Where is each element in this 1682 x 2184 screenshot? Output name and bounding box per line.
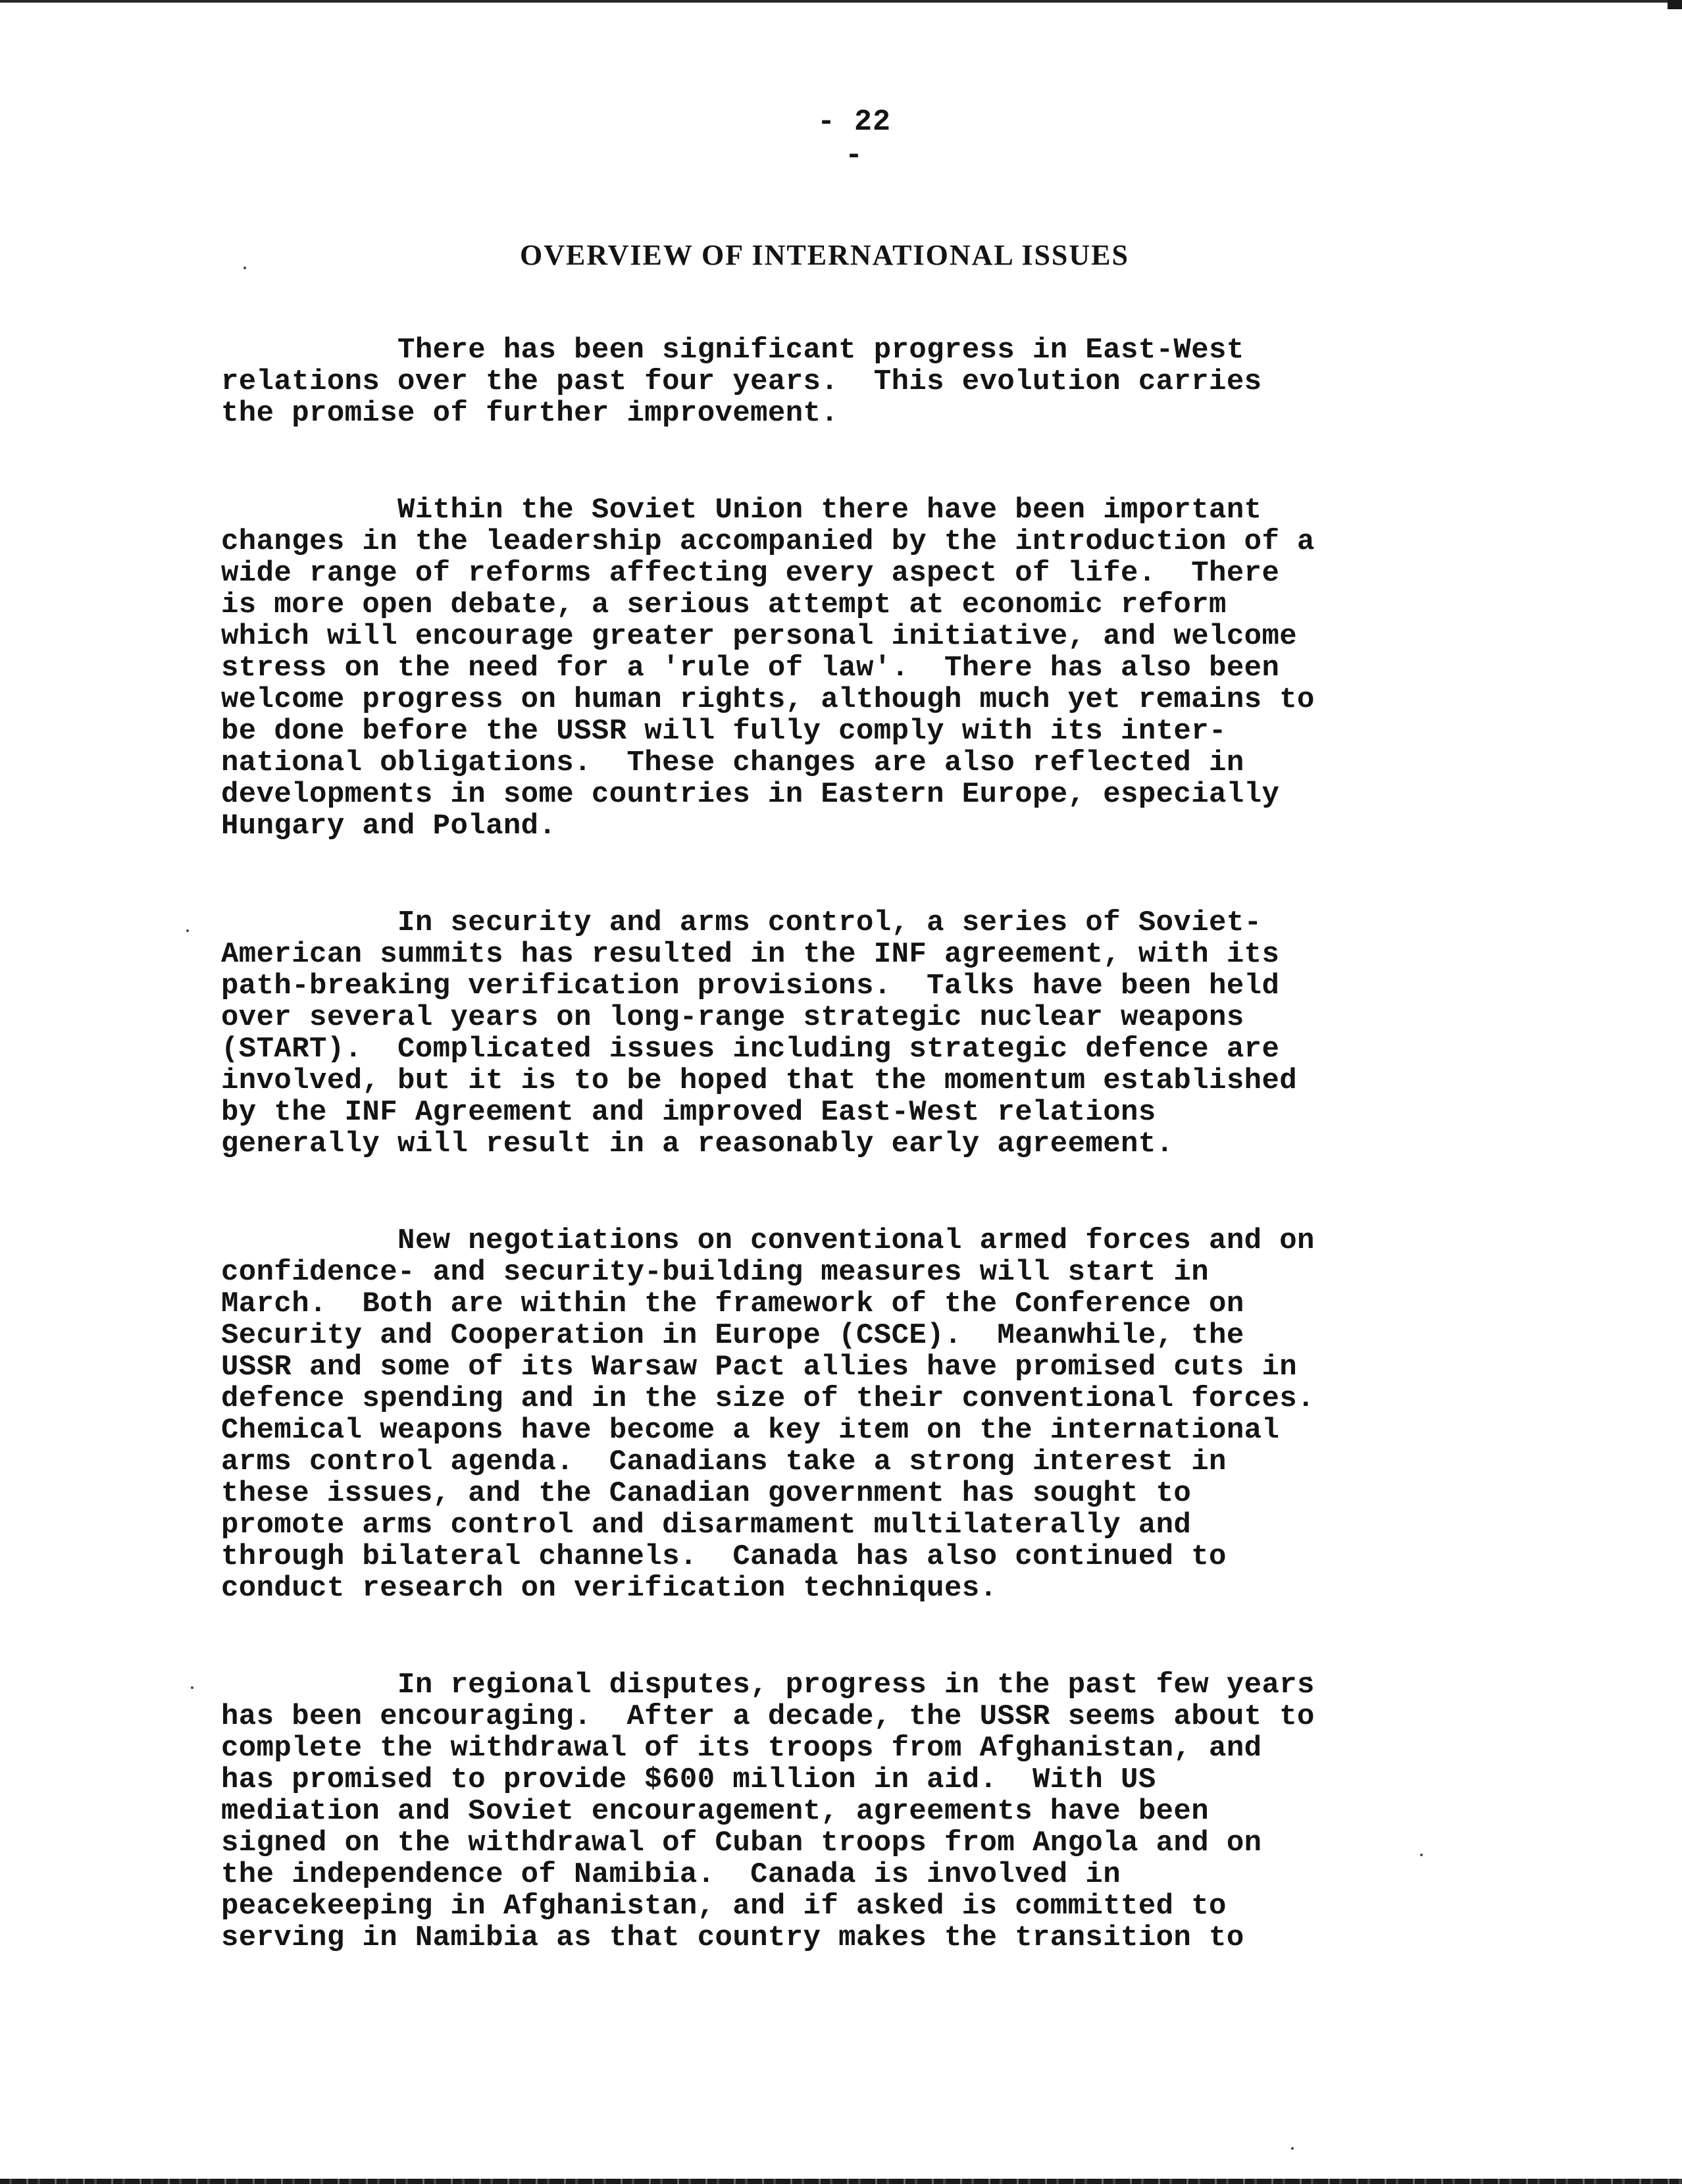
text-line: developments in some countries in Eastern Europe, especially xyxy=(221,778,1280,811)
text-line: signed on the withdrawal of Cuban troops from Angola and on xyxy=(221,1827,1262,1859)
text-line: changes in the leadership accompanied by the introduction of a xyxy=(221,525,1315,558)
text-line: welcome progress on human rights, although much yet remains to xyxy=(221,683,1315,716)
scan-border-top xyxy=(0,0,1682,3)
scan-speck xyxy=(243,267,246,269)
text-line: by the INF Agreement and improved East-West relations xyxy=(221,1096,1156,1129)
scan-speck xyxy=(186,929,189,932)
text-line: Security and Cooperation in Europe (CSCE). Meanwhile, the xyxy=(221,1319,1244,1352)
text-line: In regional disputes, progress in the past few years xyxy=(221,1669,1315,1702)
text-line: national obligations. These changes are also reflected in xyxy=(221,746,1244,779)
paragraph-regional-disputes xyxy=(221,1669,1437,1954)
text-line: defence spending and in the size of their conventional forces. xyxy=(221,1382,1315,1415)
text-line: Hungary and Poland. xyxy=(221,810,557,843)
document-body xyxy=(221,334,1437,2019)
text-line: Chemical weapons have become a key item on the international xyxy=(221,1414,1280,1447)
text-line: complete the withdrawal of its troops from Afghanistan, and xyxy=(221,1732,1262,1765)
text-line: There has been significant progress in East-West xyxy=(221,334,1244,367)
text-line: wide range of reforms affecting every aspect of life. There xyxy=(221,557,1280,590)
scan-border-bottom xyxy=(0,2179,1682,2184)
text-line: is more open debate, a serious attempt at economic reform xyxy=(221,588,1227,621)
text-line: which will encourage greater personal initiative, and welcome xyxy=(221,620,1298,653)
paragraph-soviet-reforms xyxy=(221,494,1437,842)
text-line: peacekeeping in Afghanistan, and if asked is committed to xyxy=(221,1890,1227,1923)
text-line: serving in Namibia as that country makes the transition to xyxy=(221,1921,1244,1954)
text-line: generally will result in a reasonably early agreement. xyxy=(221,1128,1174,1160)
scan-corner-mark xyxy=(1668,0,1682,9)
page-number: - 22 - xyxy=(817,105,892,172)
text-line: In security and arms control, a series of Soviet- xyxy=(221,906,1262,939)
text-line: through bilateral channels. Canada has also continued to xyxy=(221,1540,1227,1573)
text-line: involved, but it is to be hoped that the momentum established xyxy=(221,1064,1298,1097)
page-title: OVERVIEW OF INTERNATIONAL ISSUES xyxy=(520,239,1129,271)
text-line: March. Both are within the framework of the Conference on xyxy=(221,1287,1244,1320)
paragraph-east-west-progress xyxy=(221,334,1437,429)
text-line: American summits has resulted in the INF agreement, with its xyxy=(221,938,1280,971)
paragraph-conventional-forces xyxy=(221,1225,1437,1604)
paragraph-arms-control xyxy=(221,907,1437,1160)
text-line: the independence of Namibia. Canada is involved in xyxy=(221,1858,1121,1891)
text-line: the promise of further improvement. xyxy=(221,397,839,430)
text-line: be done before the USSR will fully comply with its inter- xyxy=(221,715,1227,748)
text-line: path-breaking verification provisions. Talks have been held xyxy=(221,970,1280,1002)
text-line: conduct research on verification techniques. xyxy=(221,1572,998,1605)
text-line: relations over the past four years. This evolution carries xyxy=(221,365,1262,398)
text-line: has promised to provide $600 million in aid. With US xyxy=(221,1763,1156,1796)
text-line: Within the Soviet Union there have been important xyxy=(221,494,1262,527)
text-line: arms control agenda. Canadians take a strong interest in xyxy=(221,1445,1227,1478)
scan-speck xyxy=(1291,2147,1294,2150)
text-line: USSR and some of its Warsaw Pact allies have promised cuts in xyxy=(221,1351,1298,1384)
text-line: promote arms control and disarmament multilaterally and xyxy=(221,1509,1192,1542)
scan-speck xyxy=(191,1686,193,1689)
text-line: New negotiations on conventional armed forces and on xyxy=(221,1224,1315,1257)
text-line: confidence- and security-building measures will start in xyxy=(221,1256,1210,1289)
text-line: these issues, and the Canadian government has sought to xyxy=(221,1477,1192,1510)
text-line: mediation and Soviet encouragement, agreements have been xyxy=(221,1795,1210,1828)
text-line: (START). Complicated issues including strategic defence are xyxy=(221,1033,1280,1066)
text-line: over several years on long-range strategic nuclear weapons xyxy=(221,1001,1244,1034)
text-line: has been encouraging. After a decade, the USSR seems about to xyxy=(221,1700,1315,1733)
text-line: stress on the need for a 'rule of law'. There has also been xyxy=(221,652,1280,685)
